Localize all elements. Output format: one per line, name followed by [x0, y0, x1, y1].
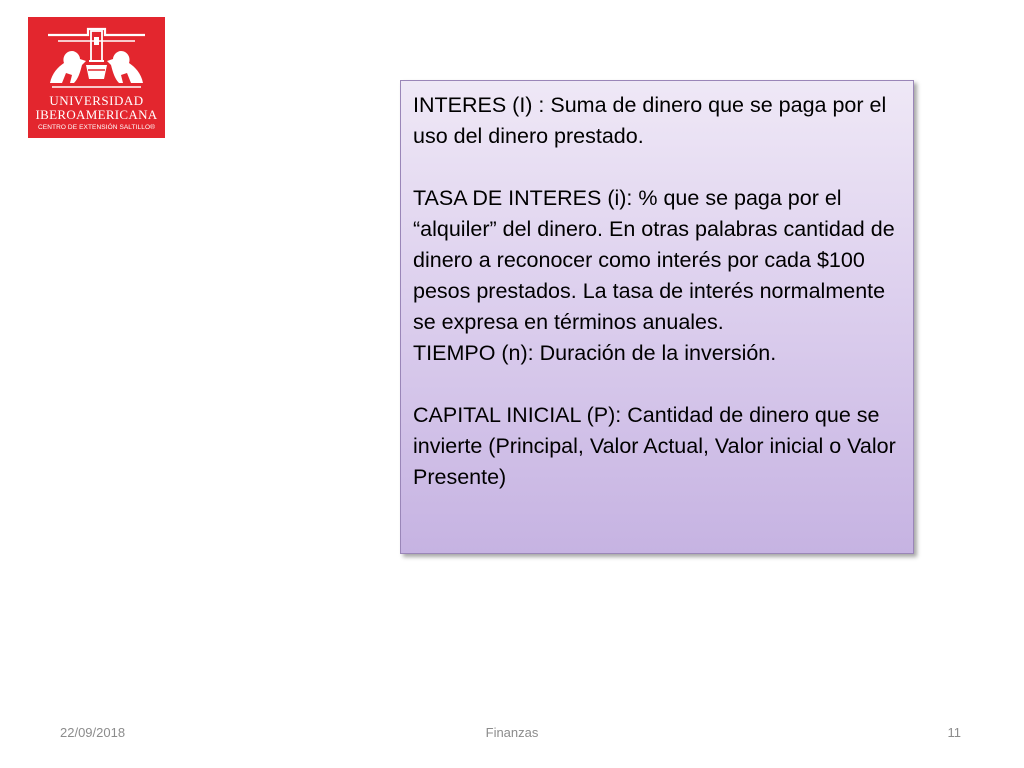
definition-capital-inicial: CAPITAL INICIAL (P): Cantidad de dinero que se invierte (Principal, Valor Actual, Valor inicial o Valor Presente): [413, 403, 896, 489]
definition-tiempo: TIEMPO (n): Duración de la inversión.: [413, 341, 777, 365]
logo-text-university: UNIVERSIDAD: [49, 93, 144, 108]
definition-tasa-de-interes: TASA DE INTERES (i): % que se paga por el “alquiler” del dinero. En otras palabras cantidad de dinero a reconocer como interés por cada $100 pesos prestados. La tasa de interés normalmente se expresa en términos anuales.: [413, 186, 895, 334]
page-number: 11: [947, 725, 961, 740]
footer-title: Finanzas: [485, 725, 539, 740]
definition-interes: INTERES (I) : Suma de dinero que se paga por el uso del dinero prestado.: [413, 93, 887, 148]
university-logo: [28, 17, 165, 138]
logo-text-campus: CENTRO DE EXTENSIÓN SALTILLO®: [37, 124, 155, 131]
logo-text-iberoamericana: IBEROAMERICANA: [35, 107, 158, 122]
definitions-textbox: [400, 80, 914, 554]
footer-date: 22/09/2018: [60, 725, 126, 740]
